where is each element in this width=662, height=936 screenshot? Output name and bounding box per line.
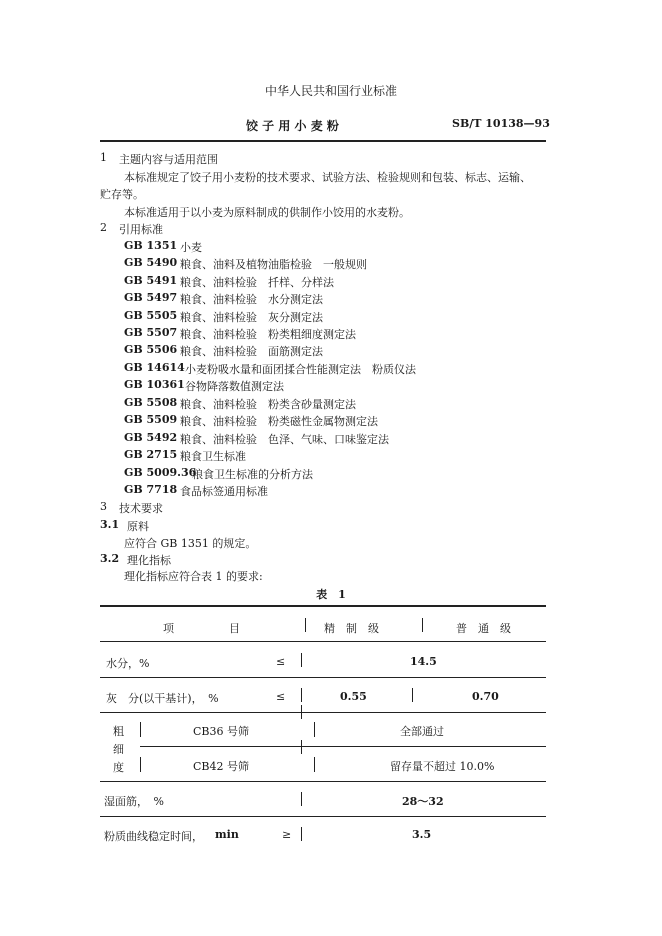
section-3-1-number: 3.1 <box>100 518 120 531</box>
reference-code: GB 7718 <box>124 483 178 496</box>
section-3-number: 3 <box>100 500 107 513</box>
column-divider <box>301 740 302 754</box>
section-2-title: 引用标准 <box>119 223 163 236</box>
section-1-number: 1 <box>100 151 107 164</box>
reference-title: 粮食卫生标准 <box>180 450 246 463</box>
reference-code: GB 2715 <box>124 448 178 461</box>
reference-code: GB 10361 <box>124 378 185 391</box>
section-2-number: 2 <box>100 221 107 234</box>
table-rule <box>100 641 546 642</box>
section-1-paragraph-1a: 本标准规定了饺子用小麦粉的技术要求、试验方法、检验规则和包装、标志、运输、 <box>124 171 531 184</box>
header-rule <box>100 140 546 142</box>
table-rule <box>100 781 546 782</box>
row-fineness-label-1: 粗 <box>113 725 124 738</box>
reference-title: 粮食、油料检验 色泽、气味、口味鉴定法 <box>180 433 389 446</box>
column-divider <box>301 688 302 702</box>
reference-title: 粮食、油料检验 粉类含砂量测定法 <box>180 398 356 411</box>
reference-code: GB 5491 <box>124 274 178 287</box>
organization-title: 中华人民共和国行业标准 <box>264 84 397 98</box>
reference-title: 粮食、油料检验 扦样、分样法 <box>180 276 334 289</box>
column-divider <box>301 705 302 719</box>
reference-code: GB 5490 <box>124 256 178 269</box>
reference-title: 粮食、油料及植物油脂检验 一般规则 <box>180 258 367 271</box>
reference-title: 小麦 <box>180 241 202 254</box>
section-3-2-number: 3.2 <box>100 552 120 565</box>
row-ash-normal-value: 0.70 <box>472 690 499 703</box>
column-divider <box>301 792 302 806</box>
column-divider <box>305 618 306 632</box>
column-divider <box>314 757 315 772</box>
row-ash-label: 灰 分(以干基计)， % <box>106 692 219 705</box>
row-moisture-label: 水分，% <box>106 657 150 670</box>
reference-code: GB 5508 <box>124 396 178 409</box>
reference-title: 粮食、油料检验 水分测定法 <box>180 293 323 306</box>
row-moisture-operator: ≤ <box>276 655 286 668</box>
row-ash-fine-value: 0.55 <box>340 690 367 703</box>
reference-code: GB 14614 <box>124 361 185 374</box>
reference-title: 粮食、油料检验 粉类磁性金属物测定法 <box>180 415 378 428</box>
reference-title: 粮食、油料检验 灰分测定法 <box>180 311 323 324</box>
reference-code: GB 5009.36 <box>124 466 197 479</box>
column-divider <box>412 688 413 702</box>
row-ash-operator: ≤ <box>276 690 286 703</box>
reference-title: 粮食、油料检验 粉类粗细度测定法 <box>180 328 356 341</box>
row-gluten-value: 28～32 <box>402 795 444 808</box>
table-rule <box>100 816 546 817</box>
reference-code: GB 5505 <box>124 309 178 322</box>
reference-title: 食品标签通用标准 <box>180 485 268 498</box>
reference-title: 粮食卫生标准的分析方法 <box>192 468 313 481</box>
row-cb36-label: CB36 号筛 <box>193 725 249 738</box>
reference-code: GB 5506 <box>124 343 178 356</box>
row-stability-value: 3.5 <box>412 828 432 841</box>
standard-code: SB/T 10138—93 <box>452 117 550 130</box>
document-title: 饺 子 用 小 麦 粉 <box>246 119 339 133</box>
column-divider <box>301 653 302 667</box>
reference-code: GB 5509 <box>124 413 178 426</box>
reference-code: GB 5507 <box>124 326 178 339</box>
reference-code: GB 5497 <box>124 291 178 304</box>
header-item: 项 目 <box>163 622 240 635</box>
row-gluten-label: 湿面筋， % <box>104 795 164 808</box>
section-3-2-text: 理化指标应符合表 1 的要求: <box>124 570 263 583</box>
column-divider <box>140 757 141 772</box>
section-3-1-text: 应符合 GB 1351 的规定。 <box>124 537 257 550</box>
section-1-paragraph-1b: 贮存等。 <box>100 188 144 201</box>
row-stability-operator: ≥ <box>282 828 292 841</box>
row-cb36-value: 全部通过 <box>400 725 444 738</box>
reference-code: GB 1351 <box>124 239 178 252</box>
row-fineness-label-2: 细 <box>113 743 124 756</box>
table-rule <box>100 677 546 678</box>
section-3-1-title: 原料 <box>127 520 149 533</box>
reference-title: 粮食、油料检验 面筋测定法 <box>180 345 323 358</box>
table-caption: 表 1 <box>316 588 346 601</box>
column-divider <box>301 827 302 841</box>
row-fineness-label-3: 度 <box>113 761 124 774</box>
column-divider <box>314 722 315 737</box>
header-normal-grade: 普 通 级 <box>456 622 511 635</box>
row-moisture-value: 14.5 <box>410 655 437 668</box>
row-stability-label: 粉质曲线稳定时间， <box>104 830 203 843</box>
row-cb42-value: 留存量不超过 10.0% <box>390 760 495 773</box>
row-stability-unit: min <box>215 828 239 841</box>
section-1-paragraph-2: 本标准适用于以小麦为原料制成的供制作小饺用的水麦粉。 <box>124 206 410 219</box>
section-3-2-title: 理化指标 <box>127 554 171 567</box>
reference-code: GB 5492 <box>124 431 178 444</box>
header-fine-grade: 精 制 级 <box>324 622 379 635</box>
table-top-rule <box>100 605 546 607</box>
reference-title: 小麦粉吸水量和面团揉合性能测定法 粉质仪法 <box>185 363 416 376</box>
table-rule <box>100 712 546 713</box>
column-divider <box>140 722 141 737</box>
row-cb42-label: CB42 号筛 <box>193 760 249 773</box>
section-1-title: 主题内容与适用范围 <box>119 153 218 166</box>
table-rule <box>140 746 546 747</box>
section-3-title: 技术要求 <box>119 502 163 515</box>
column-divider <box>422 618 423 632</box>
reference-title: 谷物降落数值测定法 <box>185 380 284 393</box>
